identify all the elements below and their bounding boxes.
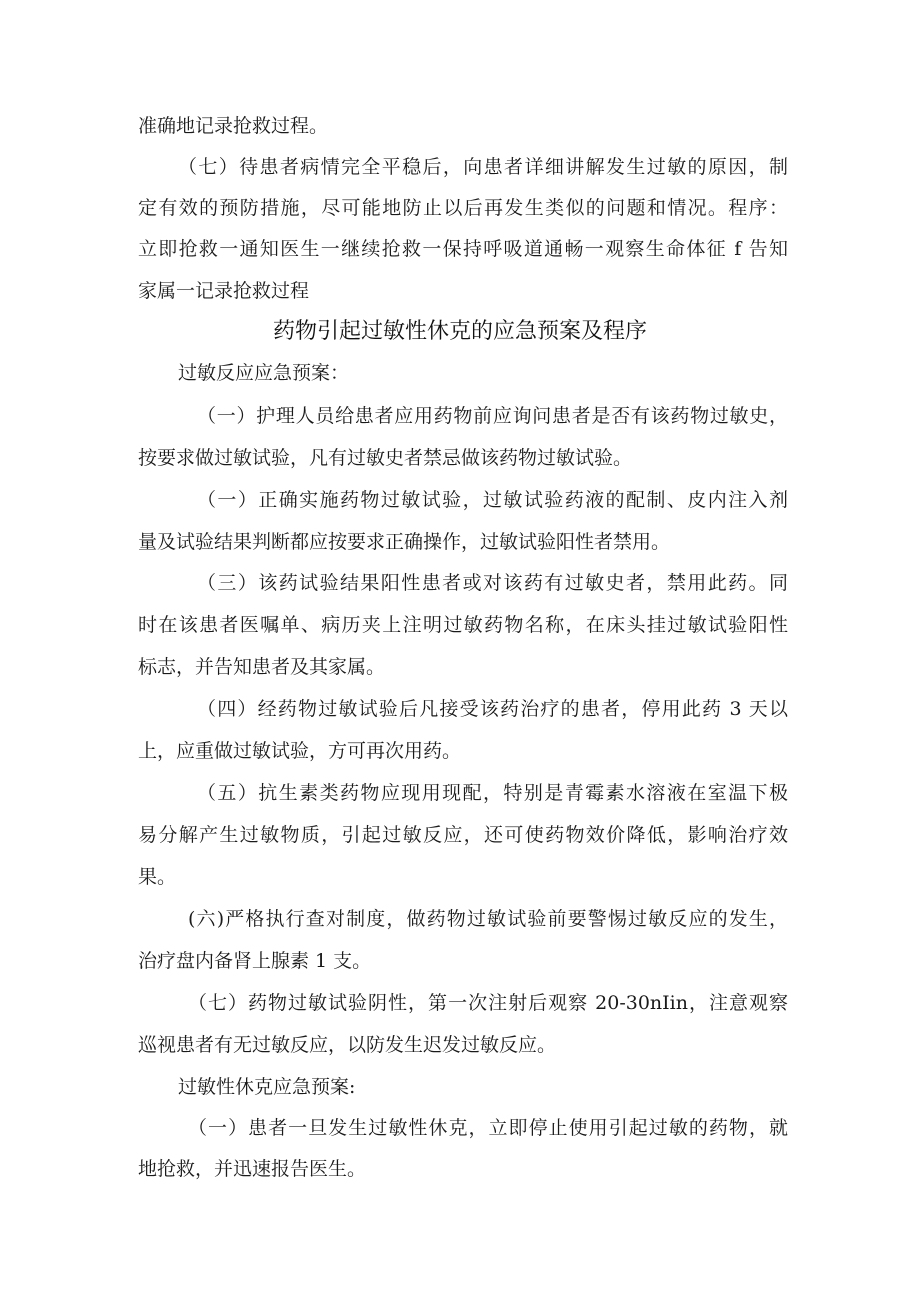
item7-line-1: （七）药物过敏试验阴性，第一次注射后观察 20-30nIin，注意观察 [188,992,788,1014]
item3-line-1: （三）该药试验结果阳性患者或对该药有过敏史者，禁用此药。同 [197,572,788,594]
para-7-line-1: （七）待患者病情完全平稳后，向患者详细讲解发生过敏的原因，制 [178,156,788,178]
item7-line-2: 巡视患者有无过敏反应，以防发生迟发过敏反应。 [138,1034,557,1056]
section2-heading: 过敏性休克应急预案: [178,1076,356,1098]
item2-line-1: （一）正确实施药物过敏试验，过敏试验药液的配制、皮内注入剂 [197,489,788,511]
item1-line-2: 按要求做过敏试验，凡有过敏史者禁忌做该药物过敏试验。 [138,447,633,469]
item3-line-2: 时在该患者医嘱单、病历夹上注明过敏药物名称，在床头挂过敏试验阳性 [138,614,788,636]
item5-line-1: （五）抗生素类药物应现用现配，特别是青霉素水溶液在室温下极 [197,782,788,804]
para-7-line-2: 定有效的预防措施，尽可能地防止以后再发生类似的问题和情况。程序： [138,197,788,219]
section-title: 药物引起过敏性休克的应急预案及程序 [272,319,647,344]
section1-heading: 过敏反应应急预案： [178,362,350,384]
section2-item1-line-1: （一）患者一旦发生过敏性休克，立即停止使用引起过敏的药物，就 [188,1117,788,1139]
item5-line-3: 果。 [138,866,177,888]
item1-line-1: （一）护理人员给患者应用药物前应询问患者是否有该药物过敏史， [197,405,788,427]
carryover-line: 准确地记录抢救过程。 [138,115,329,137]
item4-line-1: （四）经药物过敏试验后凡接受该药治疗的患者，停用此药 3 天以 [197,698,788,720]
item2-line-2: 量及试验结果判断都应按要求正确操作，过敏试验阳性者禁用。 [138,531,671,553]
item5-line-2: 易分解产生过敏物质，引起过敏反应，还可使药物效价降低，影响治疗效 [138,824,788,846]
section2-item1-line-2: 地抢救，并迅速报告医生。 [138,1158,367,1180]
item3-line-3: 标志，并告知患者及其家属。 [138,656,386,678]
para-7-line-4: 家属一记录抢救过程 [138,280,310,302]
item6-line-2: 治疗盘内备肾上腺素 1 支。 [138,950,372,972]
item6-line-1: (六)严格执行查对制度，做药物过敏试验前要警惕过敏反应的发生， [188,908,788,930]
item4-line-2: 上，应重做过敏试验，方可再次用药。 [138,740,462,762]
para-7-line-3: 立即抢救一通知医生一继续抢救一保持呼吸道通畅一观察生命体征 f 告知 [138,238,788,260]
